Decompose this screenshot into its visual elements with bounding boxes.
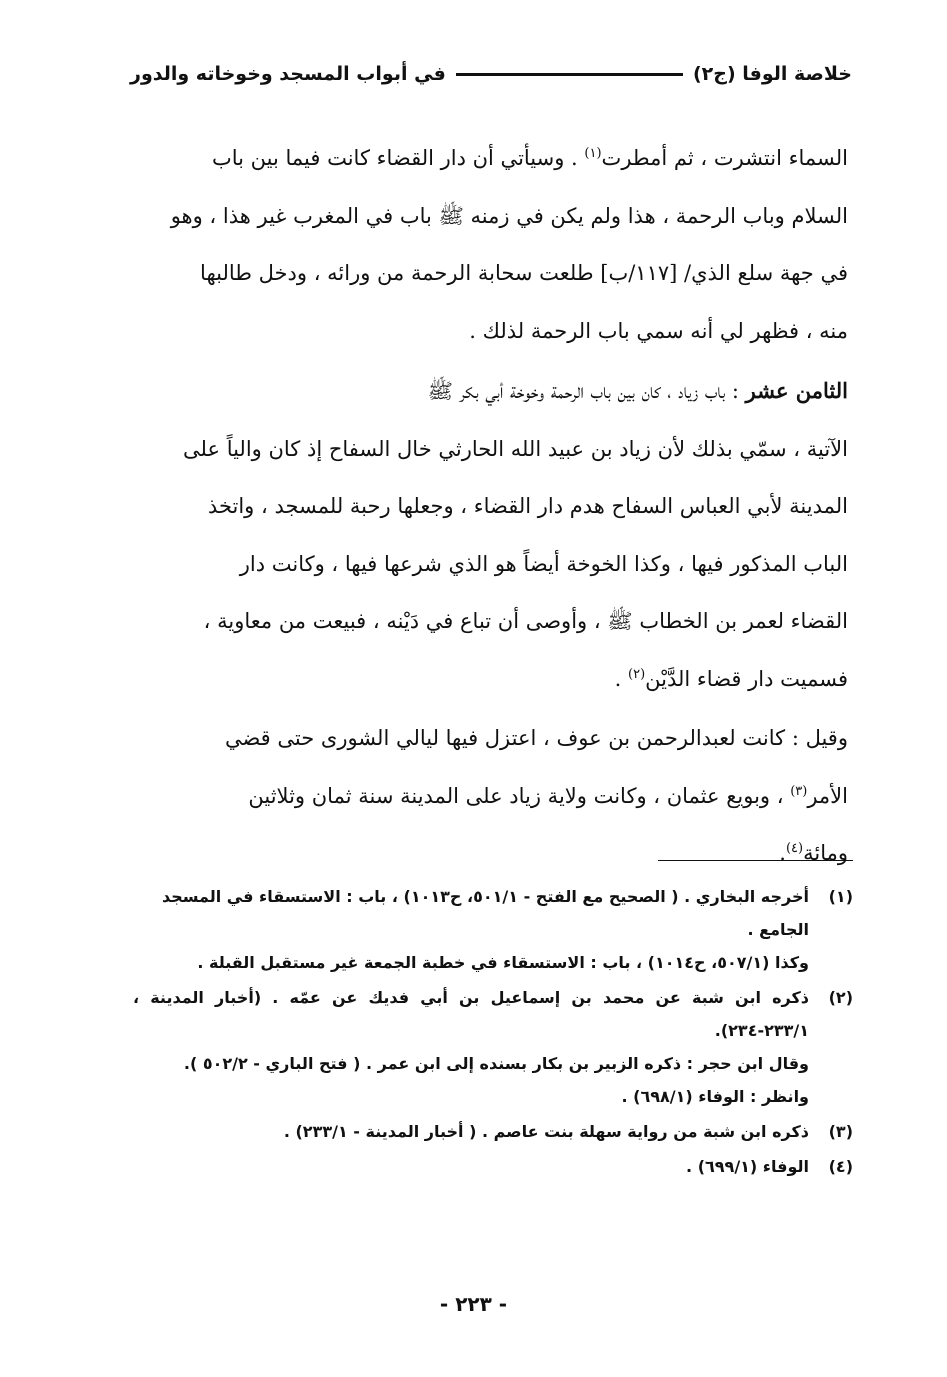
text-run: ومائة bbox=[803, 841, 848, 865]
book-title: خلاصة الوفا (ج٢) bbox=[692, 63, 852, 85]
body-line: السلام وباب الرحمة ، هذا ولم يكن في زمنه ﷺ باب في المغرب غير هذا ، وهو bbox=[170, 203, 848, 228]
footnote-number: (٤) bbox=[828, 1157, 853, 1176]
footnote-2 bbox=[133, 981, 853, 1113]
body-line: منه ، فظهر لي أنه سمي باب الرحمة لذلك . bbox=[469, 318, 848, 343]
body-line: الباب المذكور فيها ، وكذا الخوخة أيضاً هو الذي شرعها فيها ، وكانت دار bbox=[239, 551, 848, 576]
footnote-number: (١) bbox=[828, 887, 853, 906]
body-line bbox=[133, 651, 848, 709]
section-lead: الثامن عشر bbox=[745, 378, 848, 403]
text-run: فسميت دار قضاء الدَّيْن bbox=[645, 666, 848, 691]
footnotes bbox=[133, 880, 853, 1185]
text-run: السماء انتشرت ، ثم أمطرت bbox=[601, 146, 848, 170]
footnote-number: (٢) bbox=[828, 988, 853, 1007]
footnote-separator bbox=[658, 860, 853, 861]
chapter-title: في أبواب المسجد وخوخاته والدور bbox=[130, 63, 446, 85]
footnote-1 bbox=[133, 880, 853, 979]
footnote-4 bbox=[133, 1150, 853, 1183]
body-text bbox=[133, 130, 848, 883]
paragraph-3 bbox=[133, 710, 848, 883]
footnote-ref-3[interactable]: (٣) bbox=[790, 783, 808, 799]
body-line: القضاء لعمر بن الخطاب ﷺ ، وأوصى أن تباع في دَيْنه ، فبيعت من معاوية ، bbox=[203, 609, 848, 633]
body-line bbox=[133, 362, 848, 421]
footnote-line: ذكره ابن شبة عن محمد بن إسماعيل بن أبي فديك عن عمّه . (أخبار المدينة ، ٢٣٣/١-٢٣٤). bbox=[133, 988, 809, 1040]
footnote-line: وقال ابن حجر : ذكره الزبير بن بكار بسنده إلى ابن عمر . ( فتح الباري - ٥٠٢/٢ ). bbox=[183, 1054, 809, 1073]
footnote-ref-2[interactable]: (٢) bbox=[628, 666, 646, 682]
footnote-ref-4[interactable]: (٤) bbox=[785, 841, 804, 856]
footnote-3 bbox=[133, 1115, 853, 1148]
paragraph-1 bbox=[133, 130, 848, 360]
footnote-line: الوفاء (٦٩٩/١) . bbox=[686, 1157, 809, 1176]
text-run: . bbox=[614, 666, 629, 691]
text-run: ، وبويع عثمان ، وكانت ولاية زياد على المدينة سنة ثمان وثلاثين bbox=[248, 783, 791, 808]
body-line bbox=[133, 768, 848, 826]
body-line: الآتية ، سمّي بذلك لأن زياد بن عبيد الله الحارثي خال السفاح إذ كان والياً على bbox=[183, 436, 848, 461]
footnote-ref-1[interactable]: (١) bbox=[584, 146, 602, 161]
paragraph-2 bbox=[133, 362, 848, 708]
running-header bbox=[130, 56, 852, 92]
text-run: . bbox=[779, 841, 786, 865]
footnote-line: الجامع . bbox=[747, 920, 809, 939]
body-line bbox=[133, 130, 848, 188]
text-run: : باب زياد ، كان بين باب الرحمة وخوخة أبي بكر ﷺ bbox=[427, 379, 746, 403]
text-run: . وسيأتي أن دار القضاء كانت فيما بين باب bbox=[211, 146, 585, 170]
footnote-line: ذكره ابن شبة من رواية سهلة بنت عاصم . ( أخبار المدينة - ٢٣٣/١) . bbox=[283, 1122, 809, 1141]
text-run: الأمر bbox=[807, 783, 848, 808]
page-number: - ٢٢٣ - bbox=[439, 1292, 508, 1316]
body-line: المدينة لأبي العباس السفاح هدم دار القضاء ، وجعلها رحبة للمسجد ، واتخذ bbox=[207, 494, 848, 518]
header-rule bbox=[456, 73, 683, 76]
body-line bbox=[133, 825, 848, 883]
footnote-number: (٣) bbox=[828, 1122, 853, 1141]
footnote-line: أخرجه البخاري . ( الصحيح مع الفتح - ٥٠١/١، ح١٠١٣) ، باب : الاستسقاء في المسجد bbox=[161, 887, 809, 906]
footnote-line: وكذا (٥٠٧/١، ح١٠١٤) ، باب : الاستسقاء في خطبة الجمعة غير مستقبل القبلة . bbox=[197, 953, 809, 972]
body-line: في جهة سلع الذي/ [١١٧/ب] طلعت سحابة الرحمة من ورائه ، ودخل طالبها bbox=[200, 261, 848, 285]
footnote-line: وانظر : الوفاء (٦٩٨/١) . bbox=[621, 1087, 809, 1106]
body-line: وقيل : كانت لعبدالرحمن بن عوف ، اعتزل فيها ليالي الشورى حتى قضي bbox=[224, 726, 848, 750]
